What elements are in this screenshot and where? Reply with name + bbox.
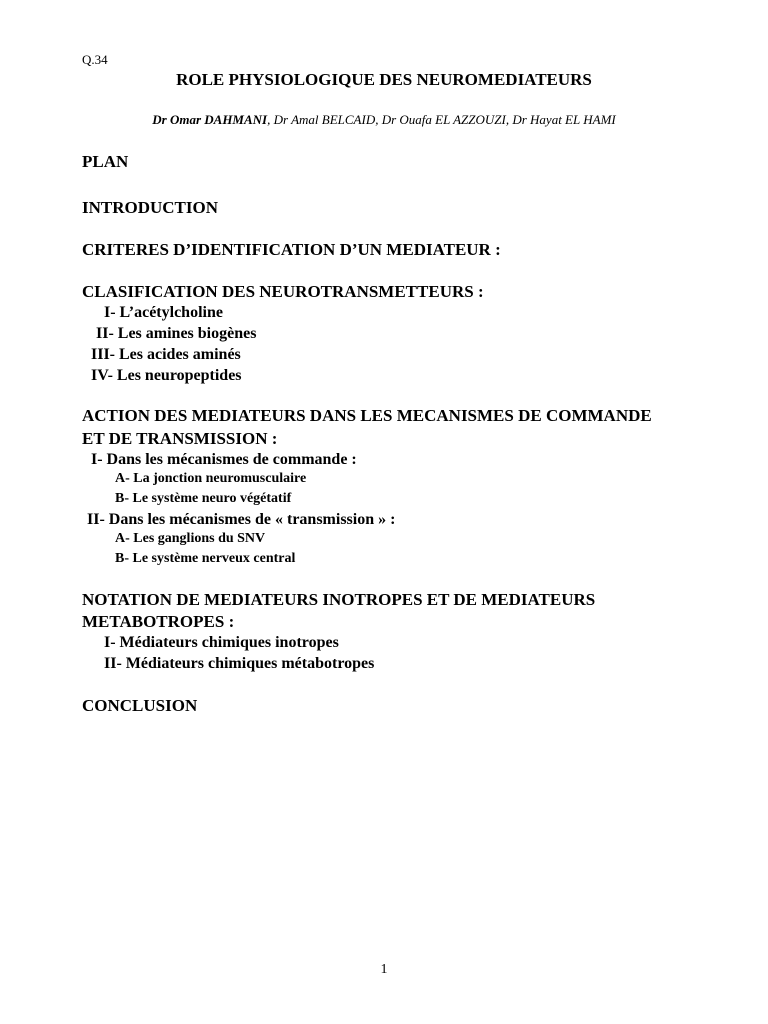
authors-line [0,112,768,128]
question-number: Q.34 [82,52,108,67]
document-title: ROLE PHYSIOLOGIQUE DES NEUROMEDIATEURS [176,70,592,89]
notation-item: II- Médiateurs chimiques métabotropes [104,655,375,672]
classification-item: I- L’acétylcholine [104,304,223,321]
action-heading-line2: ET DE TRANSMISSION : [82,429,278,448]
co-authors: , Dr Amal BELCAID, Dr Ouafa EL AZZOUZI, Dr Hayat EL HAMI [267,112,616,127]
conclusion-heading: CONCLUSION [82,696,198,715]
notation-heading-line1: NOTATION DE MEDIATEURS INOTROPES ET DE MEDIATEURS [82,590,596,609]
action-commande-sub: A- La jonction neuromusculaire [115,471,307,486]
action-transmission-sub: B- Le système nerveux central [115,551,296,566]
lead-author: Dr Omar DAHMANI [152,112,268,127]
page-number: 1 [380,962,388,977]
plan-heading: PLAN [82,152,129,171]
action-commande-sub: B- Le système neuro végétatif [115,491,292,506]
classification-item: IV- Les neuropeptides [91,367,242,384]
classification-heading: CLASIFICATION DES NEUROTRANSMETTEURS : [82,282,484,301]
action-transmission: II- Dans les mécanismes de « transmission » : [87,511,396,528]
criteres-heading: CRITERES D’IDENTIFICATION D’UN MEDIATEUR : [82,240,501,259]
notation-heading-line2: METABOTROPES : [82,612,235,631]
action-transmission-sub: A- Les ganglions du SNV [115,531,266,546]
notation-item: I- Médiateurs chimiques inotropes [104,634,339,651]
action-commande: I- Dans les mécanismes de commande : [91,451,357,468]
classification-item: II- Les amines biogènes [96,325,257,342]
introduction-heading: INTRODUCTION [82,198,219,217]
classification-item: III- Les acides aminés [91,346,241,363]
action-heading-line1: ACTION DES MEDIATEURS DANS LES MECANISMES DE COMMANDE [82,406,652,425]
